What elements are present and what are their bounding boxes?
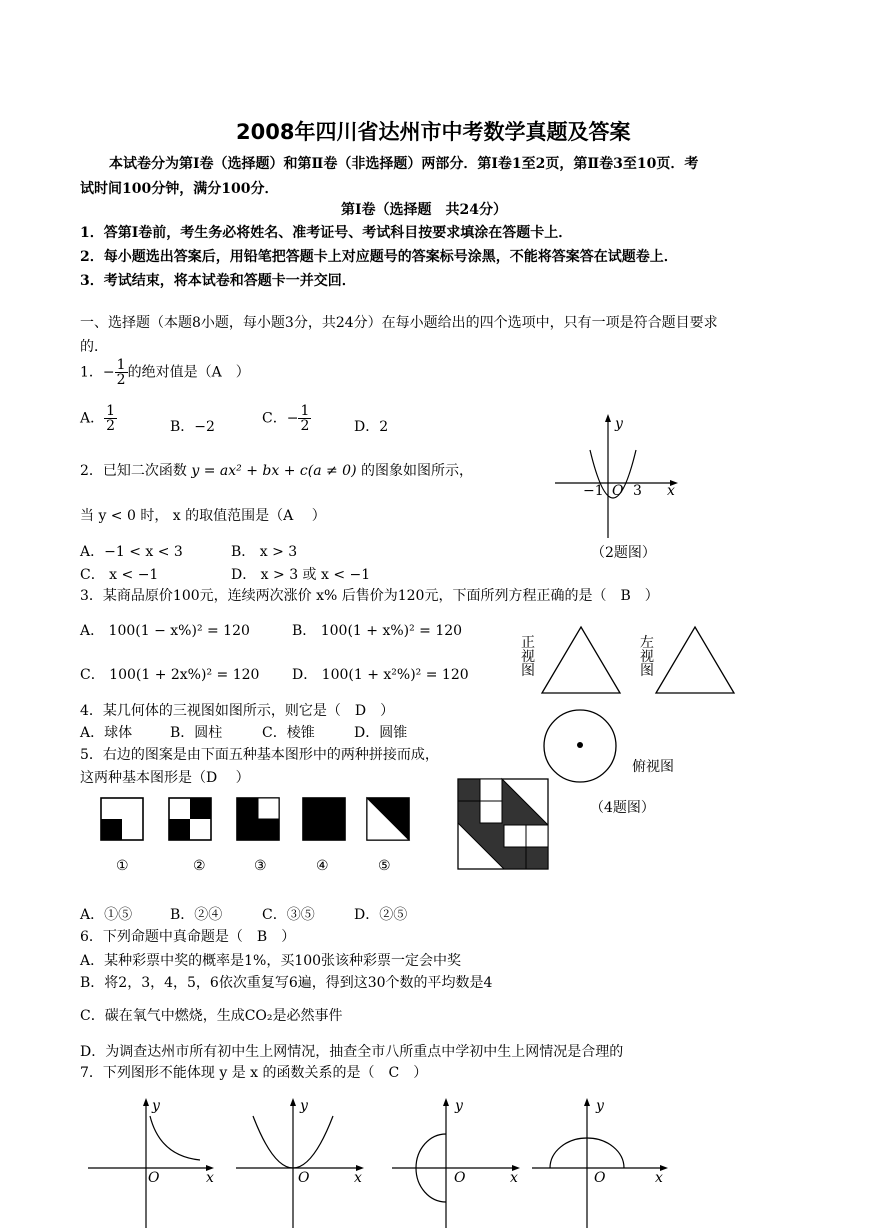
q3-option-a: A． 100(1 − x%)² = 120	[80, 623, 250, 639]
q7d-origin-label: O	[594, 1170, 606, 1186]
q2-option-d: D． x > 3 或 x < −1	[231, 567, 371, 583]
shape-label-3: ③	[254, 858, 267, 874]
q7-graph-a	[88, 1098, 218, 1228]
shape-label-4: ④	[316, 858, 329, 874]
front-view-label-3: 图	[521, 663, 535, 679]
part1-instructions-line1: 一、选择题（本题8小题，每小题3分，共24分）在每小题给出的四个选项中，只有一项是符合题目要求	[80, 315, 718, 331]
q7b-y-label: y	[300, 1098, 308, 1114]
shape-label-5: ⑤	[378, 858, 391, 874]
q7c-x-label: x	[510, 1170, 518, 1186]
top-view-label: 俯视图	[632, 759, 674, 775]
q3-option-c: C． 100(1 + 2x%)² = 120	[80, 667, 260, 683]
intro-line2: 试时间100分钟，满分100分．	[80, 181, 279, 197]
q5-option-a: A．①⑤	[80, 907, 133, 923]
q3-stem: 3．某商品原价100元，连续两次涨价 x% 后售价为120元，下面所列方程正确的是（ B ）	[80, 588, 659, 604]
q3-option-d: D． 100(1 + x²%)² = 120	[292, 667, 469, 683]
q6-option-c: C．碳在氧气中燃烧，生成CO₂是必然事件	[80, 1008, 343, 1024]
q5-stem-line1: 5．右边的图案是由下面五种基本图形中的两种拼接而成，	[80, 747, 439, 763]
q2-tick-neg1: −1	[583, 483, 604, 499]
left-view-triangle	[654, 625, 736, 695]
q1-option-c: C．− $\frac{1}{2}$	[262, 403, 310, 434]
q1-option-d: D．2	[354, 419, 389, 435]
q4-option-a: A．球体	[80, 725, 133, 741]
intro-line1: 本试卷分为第Ⅰ卷（选择题）和第Ⅱ卷（非选择题）两部分．第Ⅰ卷1至2页，第Ⅱ卷3至10页．考	[109, 156, 699, 172]
q7a-x-label: x	[206, 1170, 214, 1186]
q2-option-b: B． x > 3	[231, 544, 298, 560]
left-view-label-1: 左	[640, 635, 654, 651]
front-view-label-2: 视	[521, 649, 535, 665]
q1-option-b: B．−2	[170, 419, 215, 435]
basic-shape-5	[366, 797, 410, 841]
q2-option-a: A．−1 < x < 3	[80, 544, 183, 560]
q7-graph-d	[532, 1098, 672, 1228]
part1-instructions-line2: 的．	[80, 339, 108, 355]
basic-shape-1	[100, 797, 144, 841]
q3-option-b: B． 100(1 + x%)² = 120	[292, 623, 463, 639]
basic-shape-4	[302, 797, 346, 841]
q7-graph-c	[392, 1098, 524, 1228]
front-view-label-1: 正	[521, 635, 535, 651]
q1-option-a: A． $\frac{1}{2}$	[80, 403, 116, 434]
q4-option-b: B．圆柱	[170, 725, 223, 741]
note-3: 3．考试结束，将本试卷和答题卡一并交回．	[80, 273, 356, 289]
q2-figure-caption: （2题图）	[591, 545, 656, 561]
q4-stem: 4．某几何体的三视图如图所示，则它是（ D ）	[80, 703, 395, 719]
q4-figure-caption: （4题图）	[590, 800, 655, 816]
q2-y-axis-label: y	[615, 416, 623, 432]
shape-label-2: ②	[193, 858, 206, 874]
q5-stem-line2: 这两种基本图形是（D ）	[80, 770, 250, 786]
top-view-circle	[542, 708, 618, 784]
note-2: 2．每小题选出答案后，用铅笔把答题卡上对应题号的答案标号涂黑，不能将答案答在试题卷上．	[80, 249, 678, 265]
front-view-triangle	[540, 625, 622, 695]
left-view-label-2: 视	[640, 649, 654, 665]
q4-option-d: D．圆锥	[354, 725, 408, 741]
q2-tick-3: 3	[633, 483, 642, 499]
q2-stem: 2．已知二次函数 y = ax² + bx + c(a ≠ 0) 的图象如图所示，	[80, 463, 473, 479]
q6-option-a: A．某种彩票中奖的概率是1%，买100张该种彩票一定会中奖	[80, 953, 462, 969]
q7b-origin-label: O	[298, 1170, 310, 1186]
q7-stem: 7．下列图形不能体现 y 是 x 的函数关系的是（ C ）	[80, 1065, 428, 1081]
q5-option-d: D．②⑤	[354, 907, 408, 923]
q6-stem: 6．下列命题中真命题是（ B ）	[80, 929, 296, 945]
page-title: 2008年四川省达州市中考数学真题及答案	[236, 120, 631, 144]
q7d-x-label: x	[655, 1170, 663, 1186]
basic-shape-3	[236, 797, 280, 841]
q7a-origin-label: O	[148, 1170, 160, 1186]
q7-graph-b	[236, 1098, 368, 1228]
q7a-y-label: y	[152, 1098, 160, 1114]
q6-option-d: D．为调查达州市所有初中生上网情况，抽查全市八所重点中学初中生上网情况是合理的	[80, 1044, 624, 1060]
q7c-origin-label: O	[454, 1170, 466, 1186]
note-1: 1．答第Ⅰ卷前，考生务必将姓名、准考证号、考试科目按要求填涂在答题卡上．	[80, 225, 573, 241]
q7b-x-label: x	[354, 1170, 362, 1186]
q5-option-c: C．③⑤	[262, 907, 315, 923]
q2-option-c: C． x < −1	[80, 567, 159, 583]
q5-option-b: B．②④	[170, 907, 223, 923]
q7d-y-label: y	[596, 1098, 604, 1114]
q5-composite-pattern	[457, 778, 549, 870]
section-title: 第Ⅰ卷（选择题 共24分）	[341, 202, 508, 218]
q6-option-b: B．将2，3，4，5，6依次重复写6遍，得到这30个数的平均数是4	[80, 975, 493, 991]
q4-option-c: C．棱锥	[262, 725, 315, 741]
q7c-y-label: y	[455, 1098, 463, 1114]
basic-shape-2	[168, 797, 212, 841]
left-view-label-3: 图	[640, 663, 654, 679]
q1-stem: 1．− $\frac{1}{2}$ 的绝对值是（A ）	[80, 357, 250, 388]
q2-x-axis-label: x	[667, 483, 675, 499]
q2-parabola-figure	[550, 414, 690, 544]
q2-stem-line2: 当 y < 0 时， x 的取值范围是（A ）	[80, 508, 326, 524]
shape-label-1: ①	[116, 858, 129, 874]
q2-origin-label: O	[612, 483, 624, 499]
